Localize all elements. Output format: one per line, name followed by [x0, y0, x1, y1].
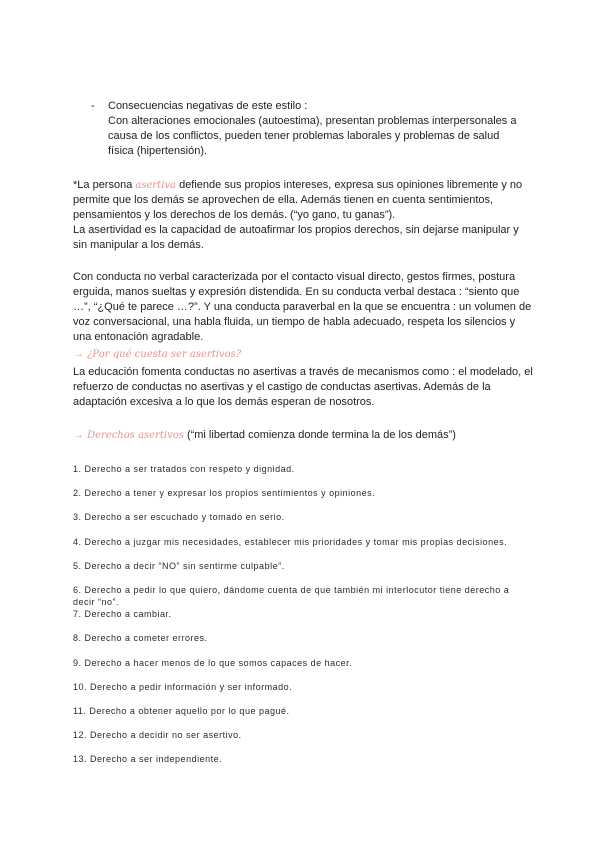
- rights-heading-quote: (“mi libertad comienza donde termina la de los demás”): [183, 429, 456, 441]
- assertive-accent-word: asertiva: [135, 180, 177, 191]
- arrow-icon: →: [73, 348, 84, 360]
- list-item: 6. Derecho a pedir lo que quiero, dándome cuenta de que también mi interlocutor tiene derecho a decir “no”.: [73, 585, 510, 607]
- rights-heading-label: Derechos asertivos: [87, 430, 184, 441]
- list-item: 4. Derecho a juzgar mis necesidades, establecer mis prioridades y tomar mis propias decisiones.: [73, 537, 508, 547]
- arrow-icon: →: [73, 429, 84, 441]
- list-item: 7. Derecho a cambiar.: [73, 609, 172, 619]
- why-heading: [73, 347, 241, 362]
- list-item: 10. Derecho a pedir información y ser informado.: [73, 682, 293, 692]
- nonverbal-paragraph: Con conducta no verbal caracterizada por el contacto visual directo, gestos firmes, postura erguida, manos sueltas y expresión distendida. En su conducta verbal destaca : “siento que …”, “¿Qué te parece …?”. Y una conducta paraverbal en la que se encuentra : un volumen de voz conversacional, una habla fluida, un tiempo de habla adecuado, respeta los silencios y una entonación agradable.: [73, 271, 532, 343]
- list-item: 9. Derecho a hacer menos de lo que somos capaces de hacer.: [73, 658, 353, 668]
- education-paragraph: La educación fomenta conductas no asertivas a través de mecanismos como : el modelado, el refuerzo de conductas no asertivas y el castigo de conductas asertivas. Además de la adaptación excesiva a lo que los demás esperan de nosotros.: [73, 366, 533, 408]
- consequences-title: Consecuencias negativas de este estilo :: [108, 100, 308, 112]
- list-item: 12. Derecho a decidir no ser asertivo.: [73, 730, 242, 740]
- list-item: 2. Derecho a tener y expresar los propios sentimientos y opiniones.: [73, 488, 376, 498]
- assertive-line2: La asertividad es la capacidad de autoafirmar los propios derechos, sin dejarse manipular y sin manipular a los demás.: [73, 224, 519, 251]
- assertive-prefix: *La persona: [73, 179, 136, 191]
- why-heading-label: ¿Por qué cuesta ser asertivos?: [87, 349, 242, 360]
- list-item: 8. Derecho a cometer errores.: [73, 633, 208, 643]
- list-item: 3. Derecho a ser escuchado y tomado en serio.: [73, 512, 285, 522]
- bullet-dash: -: [91, 100, 95, 112]
- consequences-body: Con alteraciones emocionales (autoestima), presentan problemas interpersonales a causa de los conflictos, pueden tener problemas laborales y problemas de salud física (hipertensión).: [108, 115, 517, 157]
- list-item: 13. Derecho a ser independiente.: [73, 754, 223, 764]
- rights-heading: [73, 428, 456, 443]
- list-item: 11. Derecho a obtener aquello por lo que pagué.: [73, 706, 290, 716]
- list-item: 5. Derecho a decir “NO” sin sentirme culpable”.: [73, 561, 285, 571]
- list-item: 1. Derecho a ser tratados con respeto y dignidad.: [73, 464, 295, 474]
- assertive-paragraph: [73, 178, 533, 253]
- assertive-line1: defiende sus propios intereses, expresa sus opiniones libremente y no permite que los demás se aprovechen de ella. Además tienen en cuenta sentimientos, pensamientos y los derechos de los demás. (“yo gano, tu ganas”).: [73, 179, 523, 221]
